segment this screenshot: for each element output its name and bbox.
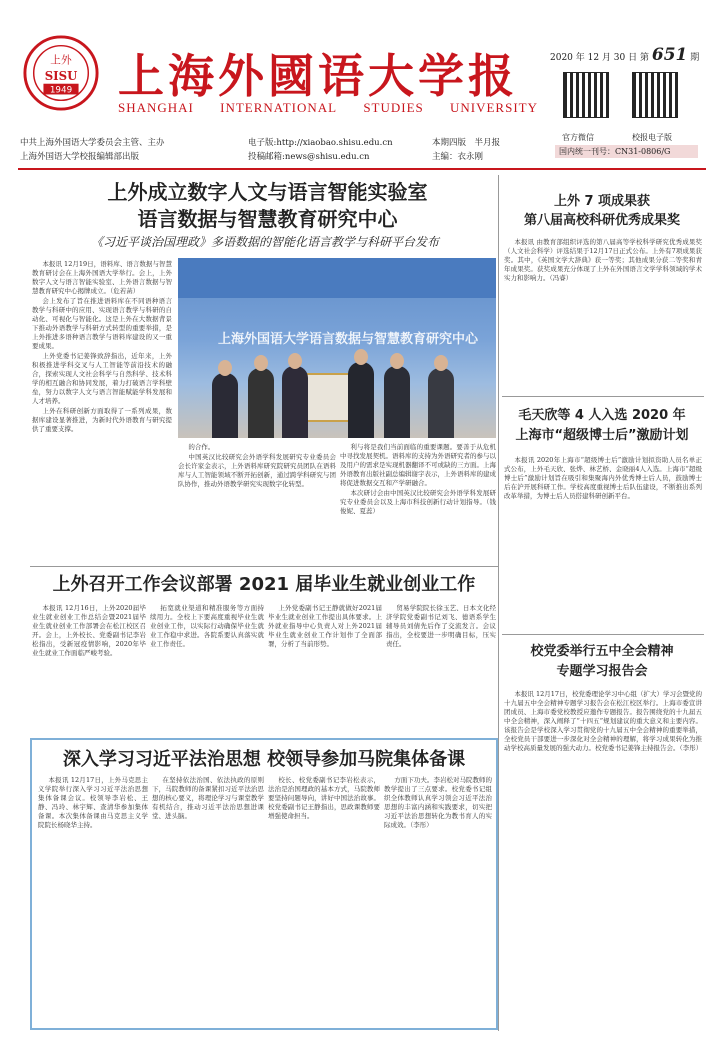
svg-text:上外: 上外 [50, 53, 72, 67]
postdoc-body [504, 456, 702, 636]
paragraph: 会上发布了旨在推进语料库在不同语种语言教学与科研中的应用、实现语言教学与科研的自动化、可视化与智能化。这是上外在大数据背景下推动外语教学与科研方式转型的重要举措，是上外推进多语种语言教学与语料库建设的又一重要成果。 [32, 297, 172, 350]
english-word: INTERNATIONAL [220, 100, 338, 115]
article2-col [386, 604, 496, 734]
article2-col [32, 604, 146, 734]
issue-info [550, 45, 699, 65]
paragraph: 上外党委副书记王静就做好2021届毕业生就业创业工作提出具体要求。上外就业指导中心负责人对上外2021届毕业生就业创业工作计划作了全面部署，分析了当前形势。 [268, 604, 382, 648]
paragraph: 在坚持依法治国、依法执政的原则下，马院教师的备课紧扣习近平法治思想的核心要义，将理论学习与课堂教学有机结合，推动习近平法治思想进课堂、进头脑。 [152, 776, 264, 820]
paragraph: 上外党委书记姜锋致辞指出，近年来，上外积极推进学科交叉与人工智能等前沿技术的融合，探索实现人文社会科学与自然科学、技术科学的相互融合和协同发展，着力打破语言学科壁垒，努力以数字人文与语言智能赋能学科发展和人才培养。 [32, 352, 172, 405]
column-rule [498, 175, 499, 1031]
plenum-headline[interactable]: 专题学习报告会 [556, 664, 648, 679]
article1-headline[interactable]: 语言数据与智慧教育研究中心 [137, 207, 398, 231]
paragraph: 本报讯 2020年上海市“超级博士后”激励计划拟资助人员名单正式公布，上外毛天欣、张烨、林艺桥、金晓丽4人入选。上海市“超级博士后”激励计划旨在吸引和集聚海内外优秀博士后人员，鼓励博士后在沪开展科研工作。学校高度重视博士后队伍建设，不断推出系列改革举措，为博士后人员搭建科研创新平台。 [504, 456, 702, 500]
article1-headline[interactable]: 上外成立数字人文与语言智能实验室 [107, 180, 428, 204]
article1-subhead: 《习近平谈治国理政》多语数据的智能化语言教学与科研平台发布 [90, 235, 439, 249]
paragraph: 本报讯 12月17日，上外马克思主义学院举行深入学习习近平法治思想集体备课会议。校领导李岩松、王静、冯玲、林宇辉、查清华参加集体备课。本次集体备课由马克思主义学院院长杨晓华主持。 [38, 776, 148, 829]
university-seal-logo [22, 34, 100, 112]
paragraph: 本报讯 12月19日，语料库、语言数据与智慧教育研讨会在上海外国语大学举行。会上，上外数字人文与语言智能实验室、上外语言数据与智慧教育研究中心揭牌成立。（危若菡） [32, 260, 172, 295]
publication-code: 国内统一刊号：CN31-0806/G [555, 145, 698, 158]
email-link[interactable]: 投稿邮箱:news@shisu.edu.cn [248, 152, 370, 162]
article3-col [38, 776, 148, 1024]
article2-col [268, 604, 382, 734]
qr-label: 官方微信 [562, 133, 594, 142]
article2-col [150, 604, 264, 734]
paragraph: 本报讯 由教育部组织评选的第八届高等学校科学研究优秀成果奖（人文社会科学）评选结果于12月17日正式公布。上外有7项成果获奖。其中，《英国文学大辞典》获一等奖；其他成果分获二等奖和青年成果奖。获奖成果充分体现了上外在外国语言文学学科领域的学术实力和影响力。（冯睿） [504, 238, 702, 282]
paragraph: 校长、校党委副书记李岩松表示，法治是治国理政的基本方式，马院教师要坚持问题导向，讲好中国法治故事。校党委副书记王静指出，思政课教师要增强使命担当。 [268, 776, 380, 820]
english-word: UNIVERSITY [449, 100, 538, 115]
paragraph: 方面下功夫。李岩松对马院教师的教学提出了三点要求。校党委书记组织全体教师认真学习领会习近平法治思想的丰富内涵和实践要求，切实把习近平法治思想转化为教书育人的实际成效。（李彤） [384, 776, 492, 829]
plenum-body [504, 690, 702, 1030]
sponsor-line: 中共上海外国语大学委员会主管、主办 [20, 138, 165, 148]
paragraph: 本报讯 12月17日，校党委理论学习中心组（扩大）学习会暨党的十九届五中全会精神专题学习报告会在松江校区举行。上海市委宣讲团成员、上海市委党校教授应邀作专题报告。报告围绕党的十九届五中全会精神，深入阐释了“十四五”规划建议的重大意义和主要内容。该报告会是学校深入学习贯彻党的十九届五中全会精神的重要举措，全校党员干部要进一步深化对全会精神的理解，将学习成果转化为推动学校高质量发展的强大动力。校党委书记姜锋主持报告会。（李彤） [504, 690, 702, 752]
article3-col [268, 776, 380, 1024]
paragraph: 拓宽就业渠道和精准服务等方面持续用力。全校上下要高度重视毕业生就业创业工作，以实际行动确保毕业生就业工作稳中求进。各院系要认真落实就业工作责任。 [150, 604, 264, 648]
section-divider [502, 396, 704, 397]
paragraph: 上外在科研创新方面取得了一系列成果，数据库建设显著推进，为新时代外语教育与研究提供了重要支撑。 [32, 407, 172, 433]
epaper-qr-code[interactable] [632, 72, 678, 118]
award-body [504, 238, 702, 390]
svg-text:1949: 1949 [49, 85, 73, 96]
paragraph: 贸易学院院长徐玉艺、日本文化经济学院党委副书记刘飞、德语系学生辅导员刘倩先后作了交流发言。会议指出，全校要进一步明确目标，压实责任。 [386, 604, 496, 648]
qr-label: 校报电子版 [632, 133, 672, 142]
paragraph: 的合作。 [188, 443, 215, 451]
epaper-link[interactable]: 电子版:http://xiaobao.shisu.edu.cn [248, 138, 393, 148]
article2-headline[interactable]: 上外召开工作会议部署 2021 届毕业生就业创业工作 [52, 574, 476, 595]
issue-suffix: 期 [690, 53, 700, 63]
english-word: STUDIES [363, 100, 424, 115]
issue-date: 2020 年 12 月 30 日 [550, 53, 638, 63]
newspaper-title: 上海外國语大学报 [118, 49, 518, 103]
award-headline[interactable]: 第八届高校科研优秀成果奖 [523, 213, 680, 228]
paragraph: 本报讯 12月16日，上外2020届毕业生就业创业工作总结会暨2021届毕业生就业创业工作部署会在松江校区召开。会上，上外校长、党委副书记李岩松指出，受新冠疫情影响，2020年毕业生就业工作面临严峻考验。 [32, 604, 146, 657]
english-word: SHANGHAI [118, 100, 194, 115]
wechat-qr-code[interactable] [563, 72, 609, 118]
section-divider [502, 634, 704, 635]
article3-col [152, 776, 264, 1024]
sponsor-line: 上海外国语大学校报编辑部出版 [20, 152, 140, 162]
issue-prefix: 第 [640, 53, 650, 63]
masthead-rule [18, 168, 706, 170]
article3-headline[interactable]: 深入学习习近平法治思想 校领导参加马院集体备课 [62, 749, 466, 770]
issue-number: 651 [651, 45, 688, 65]
newspaper-english-title [118, 100, 538, 116]
section-divider [30, 566, 498, 567]
article3-col [384, 776, 492, 1024]
photo-banner-text: 上海外国语大学语言数据与智慧教育研究中心 [218, 332, 479, 347]
svg-text:SISU: SISU [44, 68, 78, 83]
paragraph: 利与将是我们当前面临的重要课题。要善于从危机中寻找发展契机。语料库的支持为外语研究者的参与以及用户的需求是实现机器翻译不可或缺的三方面。上海外语教育出版社副总编辑谢宇表示，上外语料库的建成将促进数据交互和产学研融合。 [340, 443, 496, 487]
award-headline[interactable]: 上外 7 项成果获 [553, 194, 651, 209]
paragraph: 本次研讨会由中国英汉比较研究会外语学科发展研究专业委员会以及上海市科技创新行动计划指导。（钱俊妮、夏蕊） [340, 489, 496, 515]
editor-info: 主编：衣永刚 [432, 152, 484, 162]
postdoc-headline[interactable]: 毛天欣等 4 人入选 2020 年 [518, 408, 686, 423]
postdoc-headline[interactable]: 上海市“超级博士后”激励计划 [515, 428, 689, 443]
paragraph: 中国英汉比较研究会外语学科发展研究专业委员会会长许家金表示，上外语料库研究院研究员团队在语料库与人工智能领域不断开拓创新，通过跨学科研究与团队协作，推动外语教学研究实现数字化转型。 [178, 453, 336, 488]
article1-body-left [32, 260, 172, 600]
pages-info: 本期四版 半月报 [432, 138, 501, 148]
plenum-headline[interactable]: 校党委举行五中全会精神 [530, 644, 674, 659]
unveiling-photo [178, 258, 496, 438]
